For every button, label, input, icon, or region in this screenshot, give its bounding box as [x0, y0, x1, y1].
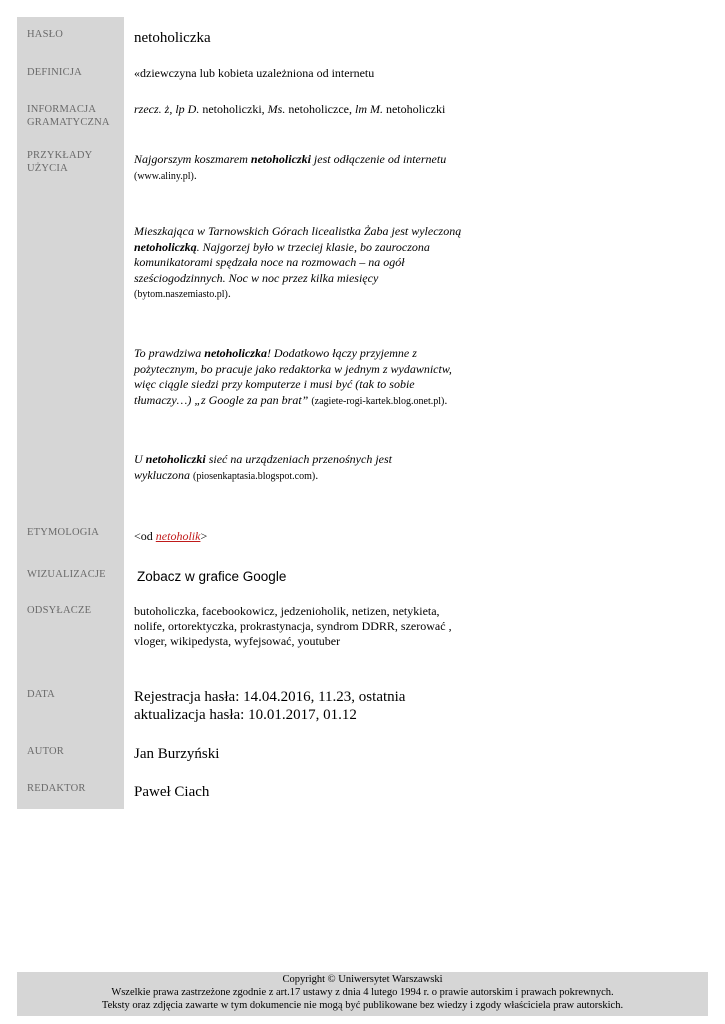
- label-redaktor: REDAKTOR: [27, 783, 86, 794]
- author: Jan Burzyński: [134, 746, 220, 762]
- etymology: [134, 529, 207, 544]
- label-przyklady-uzycia: PRZYKŁADY UŻYCIA: [27, 150, 93, 174]
- headword: netoholiczka: [134, 30, 211, 46]
- google-images-link[interactable]: Zobacz w grafice Google: [137, 569, 287, 584]
- footer: [17, 972, 708, 1016]
- example-term: netoholiczką: [134, 239, 197, 254]
- editor: Paweł Ciach: [134, 784, 210, 800]
- example-text: Najgorszym koszmarem: [134, 152, 251, 166]
- example-end: .: [444, 392, 448, 407]
- example-term: netoholiczka: [204, 346, 267, 360]
- entry-dates: Rejestracja hasła: 14.04.2016, 11.23, ostatnia aktualizacja hasła: 10.01.2017, 01.12: [134, 689, 406, 723]
- example-term: netoholiczki: [145, 452, 206, 466]
- label-informacja-gramatyczna: INFORMACJA GRAMATYCZNA: [27, 104, 110, 128]
- example-source: (piosenkaptasia.blogspot.com): [193, 470, 316, 482]
- label-odsylacze: ODSYŁACZE: [27, 605, 92, 616]
- example-2: [134, 224, 464, 303]
- example-text: jest odłączenie od internetu: [310, 152, 447, 166]
- label-haslo: HASŁO: [27, 29, 64, 40]
- grammar-abbr-1: rzecz. ż, lp D.: [134, 102, 200, 116]
- example-end: .: [193, 167, 197, 182]
- example-3: [134, 346, 459, 409]
- grammar-form-3: netoholiczki: [382, 102, 446, 116]
- grammar-form-2: netoholiczce,: [285, 102, 355, 116]
- label-autor: AUTOR: [27, 746, 64, 757]
- example-1: [134, 152, 474, 184]
- grammar-form-1: netoholiczki,: [199, 102, 268, 116]
- label-etymologia: ETYMOLOGIA: [27, 527, 99, 538]
- example-text: ! Dodatkowo łączy przyjemne z pożytecznym, bo pracuje jako redaktorka w jednym z wydawnictw, więc ciągle siedzi przy komputerze i musi być (tak to sobie tłumaczy…) „z Google za pan brat”: [134, 346, 452, 407]
- etymology-prefix: <od: [134, 529, 156, 543]
- example-text: sieć na urządzeniach przenośnych jest wykluczona: [134, 452, 392, 482]
- definition: «dziewczyna lub kobieta uzależniona od internetu: [134, 66, 375, 80]
- example-text: U: [134, 452, 146, 466]
- grammar-abbr-3: lm M.: [354, 102, 383, 116]
- example-end: .: [315, 467, 319, 482]
- grammar-abbr-2: Ms.: [267, 102, 286, 116]
- example-source: (zagiete-rogi-kartek.blog.onet.pl): [311, 395, 445, 407]
- label-data: DATA: [27, 689, 55, 700]
- example-end: .: [227, 286, 231, 300]
- example-4: [134, 452, 404, 484]
- cross-references: butoholiczka, facebookowicz, jedzenioholik, netizen, netykieta, nolife, ortorektyczka, prokrastynacja, syndrom DDRR, szerować , vloger, wikipedysta, wyfejsować, youtuber: [134, 604, 452, 648]
- example-term: netoholiczki: [250, 152, 311, 166]
- example-text: To prawdziwa: [134, 346, 205, 360]
- label-definicja: DEFINICJA: [27, 67, 82, 78]
- label-wizualizacje: WIZUALIZACJE: [27, 569, 106, 580]
- footer-rights: Wszelkie prawa zastrzeżone zgodnie z art.17 ustawy z dnia 4 lutego 1994 r. o prawie autorskim i prawach pokrewnych.: [111, 987, 614, 998]
- etymology-suffix: >: [200, 529, 208, 543]
- example-text: Mieszkająca w Tarnowskich Górach licealistka Żaba jest wyleczoną: [134, 224, 462, 238]
- etymology-link[interactable]: netoholik: [155, 529, 201, 543]
- example-source: (www.aliny.pl): [134, 170, 194, 182]
- grammar-info: [134, 102, 445, 117]
- footer-copyright: Copyright © Uniwersytet Warszawski: [282, 974, 443, 985]
- example-text: . Najgorzej było w trzeciej klasie, bo zauroczona komunikatorami spędzała noce na rozmowach – na ogół sześciogodzinnych. Noc w noc przez kilka miesięcy: [134, 239, 430, 285]
- footer-notice: Teksty oraz zdjęcia zawarte w tym dokumencie nie mogą być publikowane bez wiedzy i zgody właściciela praw autorskich.: [101, 1000, 624, 1011]
- example-source: (bytom.naszemiasto.pl): [134, 289, 228, 300]
